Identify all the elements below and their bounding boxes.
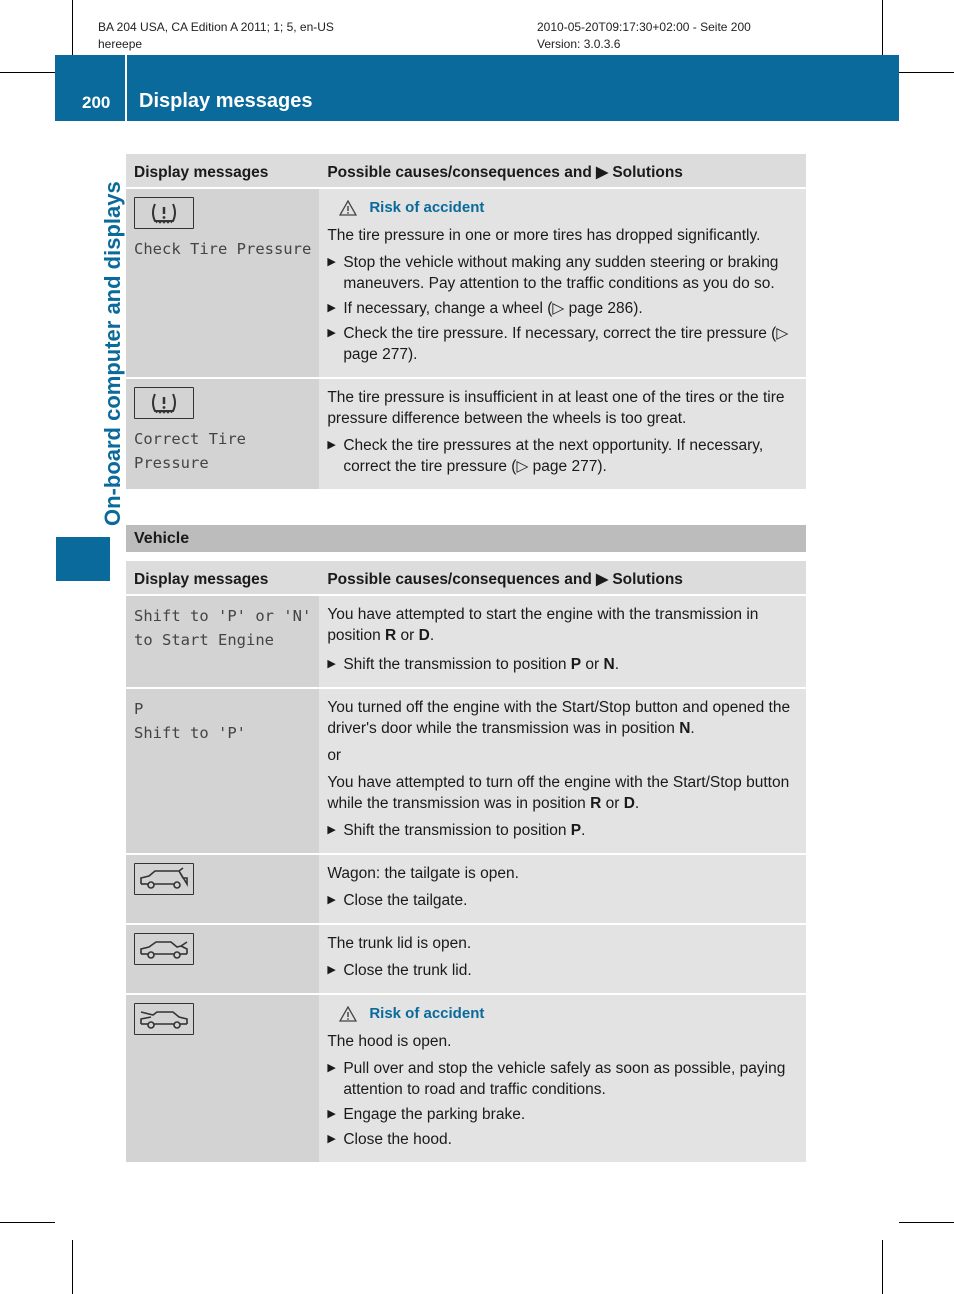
step-arrow-icon: ▶ <box>327 658 336 670</box>
print-meta-left <box>98 19 334 53</box>
step-text: Close the hood. <box>343 1131 452 1148</box>
text-part: D <box>623 795 635 812</box>
solution-cell <box>319 188 806 378</box>
solution-step <box>327 252 798 294</box>
crop-mark <box>899 72 954 73</box>
trunk-lid-open-icon <box>134 933 194 965</box>
step-arrow-icon: ▶ <box>327 1133 336 1145</box>
warning-label: Risk of accident <box>369 1005 485 1022</box>
step-text: Check the tire pressures at the next opportunity. If necessary, correct the tire pressure (▷ page 277). <box>343 437 764 475</box>
or-text: or <box>327 747 342 764</box>
cause-text <box>327 772 798 814</box>
table-row <box>126 854 806 924</box>
table-row <box>126 188 806 378</box>
table-header-row <box>126 154 806 188</box>
message-cell <box>126 378 319 490</box>
table-row <box>126 924 806 994</box>
column-header: Display messages <box>126 561 319 595</box>
text-part: P <box>570 822 582 839</box>
crop-mark <box>882 1240 883 1294</box>
display-messages-table-1 <box>126 154 806 491</box>
text-part: R <box>385 627 397 644</box>
crop-mark <box>882 0 883 55</box>
message-text: Check Tire Pressure <box>134 240 312 258</box>
step-arrow-icon: ▶ <box>327 824 336 836</box>
text-part: R <box>590 795 602 812</box>
cause-text: Wagon: the tailgate is open. <box>327 865 519 882</box>
solution-step <box>327 298 798 319</box>
warning-heading <box>327 1003 798 1024</box>
step-text: Close the tailgate. <box>343 892 468 909</box>
crop-mark <box>0 72 55 73</box>
message-cell <box>126 854 319 924</box>
table-row <box>126 595 806 688</box>
message-text: Shift to 'P' or 'N' to Start Engine <box>134 607 312 649</box>
step-arrow-icon: ▶ <box>327 302 336 314</box>
meta-line: BA 204 USA, CA Edition A 2011; 1; 5, en-US <box>98 20 334 34</box>
text-part: . <box>634 795 640 812</box>
text-part: N <box>679 720 691 737</box>
message-cell <box>126 924 319 994</box>
solution-cell <box>319 688 806 854</box>
text-part: . <box>429 627 435 644</box>
step-text <box>343 820 585 841</box>
crop-mark <box>0 1222 55 1223</box>
crop-mark <box>72 1240 73 1294</box>
warning-triangle-icon <box>339 1006 357 1022</box>
cause-text <box>327 697 798 739</box>
table-row <box>126 994 806 1163</box>
solution-step <box>327 1058 798 1100</box>
table-row <box>126 378 806 490</box>
page-title: Display messages <box>139 90 313 112</box>
step-text: Pull over and stop the vehicle safely as soon as possible, paying attention to road and traffic conditions. <box>343 1060 786 1098</box>
text-part: D <box>418 627 430 644</box>
header-divider <box>125 55 127 121</box>
warning-label: Risk of accident <box>369 199 485 216</box>
page-number: 200 <box>82 93 111 112</box>
message-text: P Shift to 'P' <box>134 700 246 742</box>
meta-line: hereepe <box>98 37 143 51</box>
meta-line: 2010-05-20T09:17:30+02:00 - Seite 200 <box>537 20 751 34</box>
cause-text <box>327 604 798 646</box>
warning-triangle-icon <box>339 200 357 216</box>
text-part: You have attempted to start the engine with the transmission in position <box>327 606 759 644</box>
meta-line: Version: 3.0.3.6 <box>537 37 621 51</box>
chapter-tab-marker <box>56 537 110 581</box>
warning-heading <box>327 197 798 218</box>
table-row <box>126 688 806 854</box>
solution-step <box>327 323 798 365</box>
page-header <box>55 55 899 121</box>
cause-text: The tire pressure is insufficient in at least one of the tires or the tire pressure difference between the wheels is too great. <box>327 389 785 427</box>
tire-pressure-icon <box>134 197 194 229</box>
message-cell <box>126 994 319 1163</box>
hood-open-icon <box>134 1003 194 1035</box>
text-part: P <box>570 656 582 673</box>
step-arrow-icon: ▶ <box>327 439 336 451</box>
solution-step <box>327 960 798 981</box>
solution-step <box>327 890 798 911</box>
text-part: Shift the transmission to position <box>343 656 571 673</box>
step-text <box>343 654 619 675</box>
solution-step <box>327 1104 798 1125</box>
crop-mark <box>899 1222 954 1223</box>
crop-mark <box>72 0 73 55</box>
text-part: N <box>603 656 615 673</box>
step-text: If necessary, change a wheel (▷ page 286). <box>343 300 643 317</box>
chapter-title: On-board computer and displays <box>100 181 125 526</box>
text-part: . <box>614 656 620 673</box>
tire-pressure-icon <box>134 387 194 419</box>
step-arrow-icon: ▶ <box>327 964 336 976</box>
display-messages-table-2 <box>126 561 806 1164</box>
text-part: or <box>581 656 604 673</box>
text-part: . <box>581 822 586 839</box>
solution-step <box>327 435 798 477</box>
solution-cell <box>319 924 806 994</box>
print-meta-right <box>537 19 751 53</box>
step-arrow-icon: ▶ <box>327 1062 336 1074</box>
message-cell <box>126 595 319 688</box>
table-header-row <box>126 561 806 595</box>
step-text: Close the trunk lid. <box>343 962 472 979</box>
step-text: Check the tire pressure. If necessary, correct the tire pressure (▷ page 277). <box>343 325 789 363</box>
step-text: Engage the parking brake. <box>343 1106 526 1123</box>
text-part: . <box>690 720 695 737</box>
step-text: Stop the vehicle without making any sudden steering or braking maneuvers. Pay attention to the traffic conditions as you do so. <box>343 254 779 292</box>
solution-cell <box>319 378 806 490</box>
message-cell <box>126 188 319 378</box>
cause-text: The tire pressure in one or more tires has dropped significantly. <box>327 227 761 244</box>
step-arrow-icon: ▶ <box>327 894 336 906</box>
solution-cell <box>319 994 806 1163</box>
text-part: You turned off the engine with the Start/Stop button and opened the driver's door while the transmission was in position <box>327 699 791 737</box>
solution-step <box>327 654 798 675</box>
text-part: Shift the transmission to position <box>343 822 571 839</box>
cause-text: The trunk lid is open. <box>327 935 472 952</box>
step-arrow-icon: ▶ <box>327 327 336 339</box>
section-heading: Vehicle <box>126 525 806 552</box>
message-cell <box>126 688 319 854</box>
cause-text: The hood is open. <box>327 1033 452 1050</box>
column-header: Possible causes/consequences and ▶ Solutions <box>319 561 806 595</box>
column-header: Display messages <box>126 154 319 188</box>
text-part: or <box>601 795 624 812</box>
text-part: You have attempted to turn off the engine with the Start/Stop button while the transmission was in position <box>327 774 790 812</box>
column-header: Possible causes/consequences and ▶ Solutions <box>319 154 806 188</box>
step-arrow-icon: ▶ <box>327 256 336 268</box>
wagon-tailgate-open-icon <box>134 863 194 895</box>
text-part: or <box>396 627 419 644</box>
message-text: Correct Tire Pressure <box>134 430 246 472</box>
solution-cell <box>319 595 806 688</box>
solution-step <box>327 820 798 841</box>
solution-cell <box>319 854 806 924</box>
solution-step <box>327 1129 798 1150</box>
step-arrow-icon: ▶ <box>327 1108 336 1120</box>
